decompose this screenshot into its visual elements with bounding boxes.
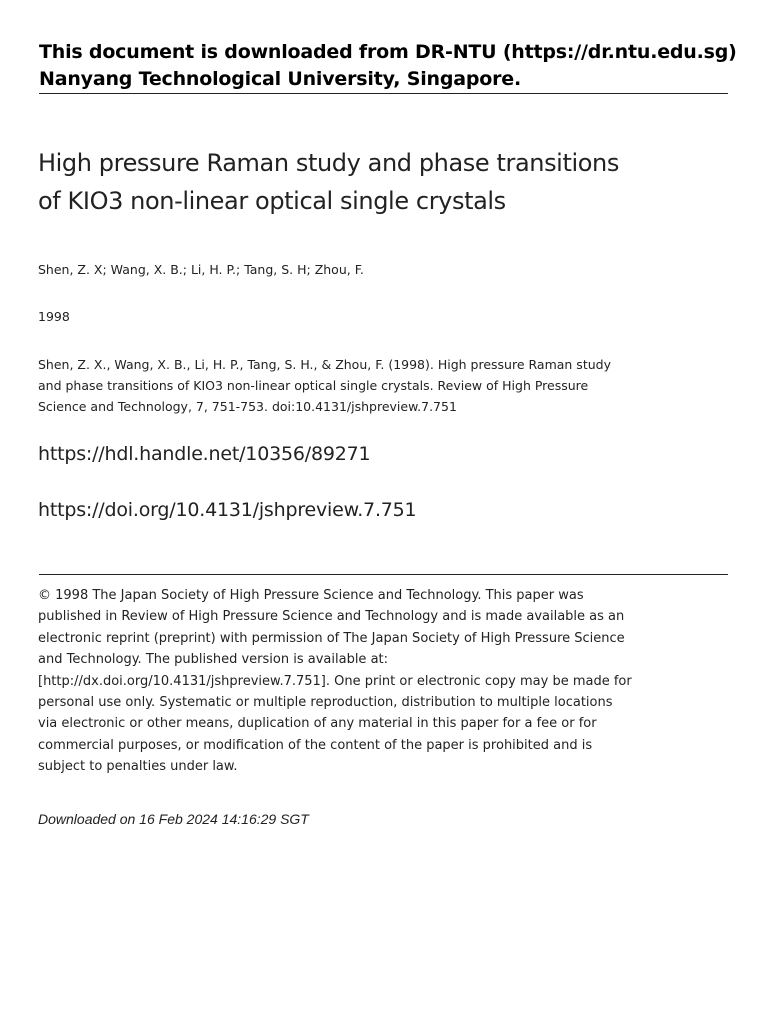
copyright-line: commercial purposes, or modification of the content of the paper is prohibited and is <box>38 737 593 753</box>
copyright-notice <box>38 585 678 778</box>
rights-divider <box>39 574 728 575</box>
publication-year: 1998 <box>38 309 70 324</box>
paper-title <box>38 144 698 220</box>
paper-title-line-1: High pressure Raman study and phase transitions <box>38 149 619 177</box>
copyright-line: personal use only. Systematic or multiple reproduction, distribution to multiple locations <box>38 695 613 711</box>
citation-line: and phase transitions of KIO3 non‑linear optical single crystals. Review of High Pressure <box>38 378 589 393</box>
copyright-line: [http://dx.doi.org/10.4131/jshpreview.7.751]. One print or electronic copy may be made for <box>38 673 632 689</box>
author-list: Shen, Z. X; Wang, X. B.; Li, H. P.; Tang, S. H; Zhou, F. <box>38 262 364 277</box>
copyright-line: and Technology. The published version is available at: <box>38 652 389 668</box>
copyright-line: electronic reprint (preprint) with permission of The Japan Society of High Pressure Science <box>38 630 625 646</box>
handle-link[interactable]: https://hdl.handle.net/10356/89271 <box>38 443 371 465</box>
header-source-line: This document is downloaded from DR‑NTU (https://dr.ntu.edu.sg) <box>39 41 737 63</box>
copyright-line: via electronic or other means, duplication of any material in this paper for a fee or for <box>38 716 597 732</box>
doi-link[interactable]: https://doi.org/10.4131/jshpreview.7.751 <box>38 499 417 521</box>
download-timestamp: Downloaded on 16 Feb 2024 14:16:29 SGT <box>38 811 309 827</box>
copyright-line: published in Review of High Pressure Science and Technology and is made available as an <box>38 609 625 625</box>
header-institution-line: Nanyang Technological University, Singapore. <box>39 68 522 90</box>
citation-block <box>38 354 638 417</box>
citation-line: Shen, Z. X., Wang, X. B., Li, H. P., Tang, S. H., & Zhou, F. (1998). High pressure Raman study <box>38 357 611 372</box>
paper-title-line-2: of KIO3 non‑linear optical single crystals <box>38 187 506 215</box>
copyright-line: © 1998 The Japan Society of High Pressure Science and Technology. This paper was <box>38 588 584 603</box>
citation-line: Science and Technology, 7, 751‑753. doi:10.4131/jshpreview.7.751 <box>38 399 457 414</box>
repository-header <box>39 39 737 93</box>
header-divider <box>39 93 728 94</box>
copyright-line: subject to penalties under law. <box>38 759 238 775</box>
